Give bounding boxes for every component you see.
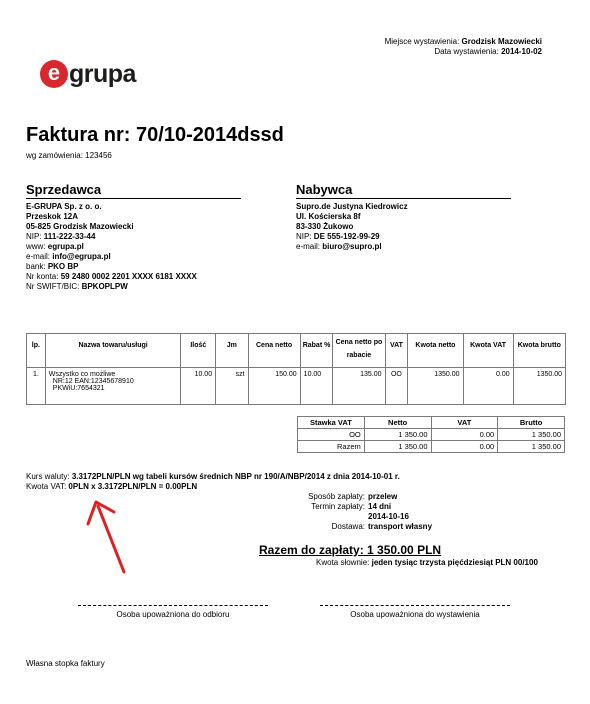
col-net-price: Cena netto — [248, 334, 300, 368]
seller-email: e-mail: info@egrupa.pl — [26, 252, 111, 261]
buyer-name: Supro.de Justyna Kiedrowicz — [296, 202, 408, 211]
vat-header-row: Stawka VAT Netto VAT Brutto — [298, 417, 565, 429]
buyer-heading: Nabywca — [296, 182, 511, 199]
issue-place-line: Miejsce wystawienia: Grodzisk Mazowiecki — [384, 37, 542, 46]
payment-term: Termin zapłaty: 14 dni — [311, 502, 392, 511]
col-net-amount: Kwota netto — [408, 334, 463, 368]
seller-nip: NIP: 111-222-33-44 — [26, 232, 96, 241]
col-unit: Jm — [216, 334, 248, 368]
exchange-info — [26, 472, 400, 492]
table-row: OO 1 350.00 0.00 1 350.00 — [298, 429, 565, 441]
seller-name: E-GRUPA Sp. z o. o. — [26, 202, 102, 211]
signature-receiver: Osoba upoważniona do odbioru — [78, 605, 268, 619]
amount-in-words: Kwota słownie: jeden tysiąc trzysta pięćdziesiąt PLN 00/100 — [316, 558, 538, 567]
buyer-city: 83-330 Żukowo — [296, 222, 354, 231]
signature-line — [320, 605, 510, 606]
seller-heading: Sprzedawca — [26, 182, 241, 199]
seller-account: Nr konta: 59 2480 0002 2201 XXXX 6181 XXXX — [26, 272, 197, 281]
table-row: 1. Wszystko co możliwe NR:12 EAN:12345678910 PKWiU:7654321 10.00 szt 150.00 10.00 135.00 OO 1350.00 0.00 1350.00 — [27, 368, 566, 405]
col-discount: Rabat % — [300, 334, 333, 368]
buyer-nip: NIP: DE 555-192-99-29 — [296, 232, 380, 241]
invoice-footer: Własna stopka faktury — [26, 659, 105, 668]
arrow-shaft — [98, 506, 124, 572]
col-vat-amount: Kwota VAT — [463, 334, 513, 368]
signature-issuer: Osoba upoważniona do wystawienia — [320, 605, 510, 619]
items-table — [26, 333, 566, 405]
seller-www: www: egrupa.pl — [26, 242, 84, 251]
col-gross-amount: Kwota brutto — [513, 334, 565, 368]
payment-info — [200, 492, 540, 532]
col-qty: Ilość — [181, 334, 216, 368]
issue-place: Grodzisk Mazowiecki — [461, 37, 542, 46]
exchange-rate-line: Kurs waluty: 3.3172PLN/PLN wg tabeli kursów średnich NBP nr 190/A/NBP/2014 z dnia 2014-10-01 r. — [26, 472, 400, 481]
total-to-pay: Razem do zapłaty: 1 350.00 PLN — [259, 543, 442, 557]
issue-date: 2014-10-02 — [501, 47, 542, 56]
items-header-row — [27, 334, 566, 368]
col-net-after: Cena netto po rabacie — [333, 334, 385, 368]
red-arrow-icon — [80, 492, 150, 582]
buyer-street: Ul. Kościerska 8f — [296, 212, 361, 221]
order-number: wg zamówienia: 123456 — [26, 151, 112, 160]
seller-street: Przeskok 12A — [26, 212, 79, 221]
seller-bank: bank: PKO BP — [26, 262, 79, 271]
vat-conversion-line: Kwota VAT: 0PLN x 3.3172PLN/PLN = 0.00PLN — [26, 482, 198, 491]
payment-due-date: 2014-10-16 — [368, 512, 409, 521]
seller-block — [26, 182, 241, 292]
vat-summary-table — [297, 416, 565, 453]
invoice-title: Faktura nr: 70/10-2014dssd — [26, 124, 284, 146]
company-logo — [40, 58, 136, 90]
item-name-cell: Wszystko co możliwe NR:12 EAN:12345678910 PKWiU:7654321 — [45, 368, 181, 405]
delivery: Dostawa: transport własny — [331, 522, 433, 531]
signature-line — [78, 605, 268, 606]
issue-info — [385, 37, 542, 57]
logo-e-mark: e — [40, 60, 68, 88]
seller-swift: Nr SWIFT/BIC: BPKOPLPW — [26, 282, 128, 291]
payment-method: Sposób zapłaty: przelew — [308, 492, 398, 501]
logo-text: grupa — [69, 59, 136, 88]
col-name: Nazwa towaru/usługi — [45, 334, 181, 368]
col-lp: lp. — [27, 334, 46, 368]
issue-date-line: Data wystawienia: 2014-10-02 — [434, 47, 542, 56]
buyer-block — [296, 182, 511, 252]
col-vat: VAT — [385, 334, 408, 368]
buyer-email: e-mail: biuro@supro.pl — [296, 242, 382, 251]
seller-city: 05-825 Grodzisk Mazowiecki — [26, 222, 134, 231]
table-row: Razem 1 350.00 0.00 1 350.00 — [298, 441, 565, 453]
